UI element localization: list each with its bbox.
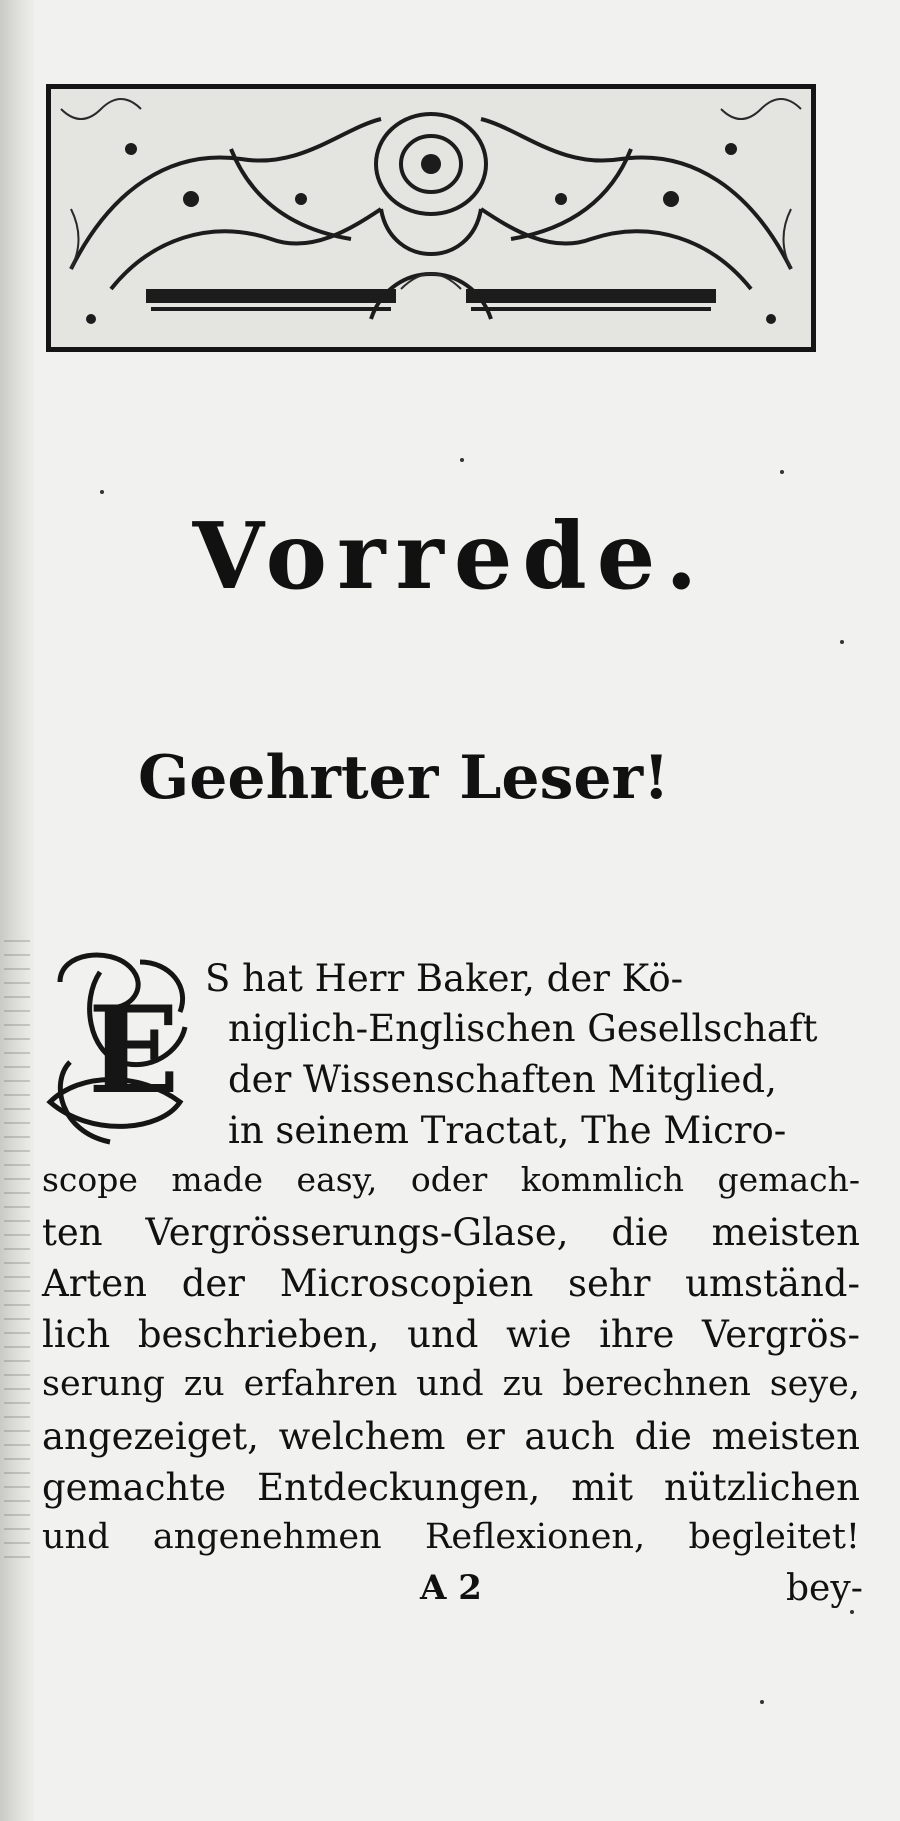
page-title: Vorrede. [192,502,708,610]
text-line-10: angezeiget, welchem er auch die meisten [42,1415,860,1458]
signature-mark: A 2 [420,1568,482,1608]
ornamental-headpiece-icon [46,84,816,352]
text-line-3: der Wissenschaften Mitglied, [228,1058,777,1101]
ink-speck [460,458,464,462]
text-line-5: scope made easy, oder kommlich gemach- [42,1160,860,1199]
text-line-1: S hat Herr Baker, der Kö- [205,957,684,1000]
text-line-11: gemachte Entdeckungen, mit nützlichen [42,1466,860,1509]
initial-letter: E [88,980,180,1121]
text-line-6: ten Vergrösserungs-Glase, die meisten [42,1211,860,1254]
ink-speck [760,1700,764,1704]
text-line-8: lich beschrieben, und wie ihre Vergrös- [42,1313,860,1356]
ink-speck [850,1610,854,1614]
text-line-4: in seinem Tractat, The Micro- [228,1109,787,1152]
catchword: bey- [786,1568,863,1609]
ink-speck [780,470,784,474]
text-line-12: und angenehmen Reflexionen, begleitet! [42,1517,860,1557]
text-line-7: Arten der Microscopien sehr umständ- [42,1262,860,1305]
text-line-9: serung zu erfahren und zu berechnen seye, [42,1364,860,1404]
ink-speck [840,640,844,644]
decorated-initial-e-icon [40,942,200,1152]
text-line-2: niglich-Englischen Gesellschaft [228,1007,818,1050]
ink-speck [100,490,104,494]
salutation: Geehrter Leser! [138,743,670,813]
